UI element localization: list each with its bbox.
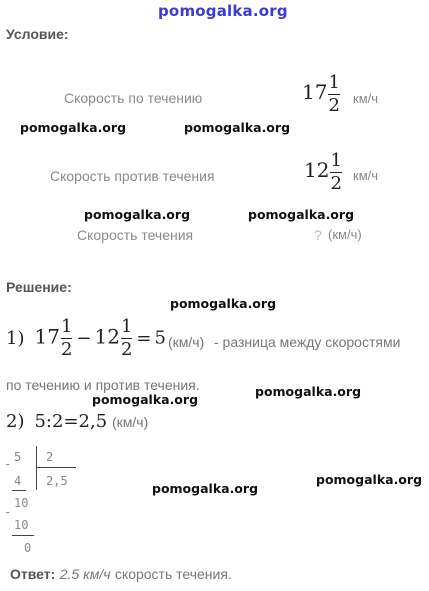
answer-rest: скорость течения. (114, 566, 232, 582)
condition-heading: Условие: (6, 26, 69, 42)
watermark: pomogalka.org (316, 472, 423, 487)
step-1-text: - разница между скоростями (214, 334, 401, 350)
unit: км/ч (353, 91, 379, 106)
step-1-text-continued: по течению и против течения. (6, 377, 200, 393)
speed-upstream-value (304, 152, 343, 193)
minus-sign: − (76, 327, 92, 349)
speed-upstream-label: Скорость против течения (50, 168, 215, 184)
fraction (120, 318, 133, 359)
denominator: 2 (60, 339, 73, 360)
numerator: 1 (330, 150, 342, 171)
fraction (60, 318, 73, 359)
whole-part: 17 (34, 324, 60, 349)
whole-part: 17 (302, 80, 328, 104)
watermark: pomogalka.org (152, 481, 259, 496)
subtrahend-2: 10 (14, 518, 29, 532)
step-1-unit: (км/ч) (168, 334, 205, 350)
division-horizontal-line (36, 467, 76, 468)
unit: км/ч (353, 168, 379, 183)
watermark: pomogalka.org (20, 120, 127, 135)
step-1-equation (6, 318, 166, 359)
divisor: 2 (46, 450, 54, 464)
watermark: pomogalka.org (170, 296, 277, 311)
answer-label: Ответ: (10, 566, 56, 582)
step-index: 1) (6, 327, 25, 349)
watermark: pomogalka.org (84, 207, 191, 222)
watermark: pomogalka.org (92, 392, 199, 407)
numerator: 1 (60, 316, 73, 337)
division-vertical-line (36, 446, 37, 490)
denominator: 2 (328, 95, 340, 116)
answer-line (10, 566, 232, 584)
answer-value: 2.5 км/ч (59, 566, 111, 582)
final-remainder: 0 (24, 541, 32, 555)
step-2-equation (6, 411, 107, 432)
result: 5 (154, 327, 166, 349)
whole-part: 12 (304, 158, 330, 182)
watermark: pomogalka.org (248, 207, 355, 222)
watermark-top: pomogalka.org (158, 2, 288, 20)
denominator: 2 (120, 339, 133, 360)
minus-sign: - (4, 505, 12, 519)
subtraction-line (12, 490, 26, 491)
subtraction-line (12, 535, 34, 536)
minus-sign: - (4, 457, 12, 471)
numerator: 1 (328, 72, 340, 93)
current-speed-label: Скорость течения (77, 227, 194, 243)
speed-downstream-label: Скорость по течению (64, 90, 203, 106)
dividend: 5 (14, 450, 22, 464)
numerator: 1 (120, 316, 133, 337)
fraction (327, 74, 340, 115)
remainder: 10 (14, 496, 29, 510)
speed-downstream-value (302, 74, 341, 115)
fraction (329, 152, 342, 193)
unit: (км/ч) (328, 227, 362, 242)
equals-sign: = (136, 327, 152, 349)
current-speed-unknown: ? (314, 227, 322, 243)
solution-heading: Решение: (6, 279, 72, 295)
watermark: pomogalka.org (255, 384, 362, 399)
expression: 5:2=2,5 (34, 411, 108, 432)
watermark: pomogalka.org (184, 120, 291, 135)
step-2-unit: (км/ч) (112, 414, 149, 430)
subtrahend-1: 4 (14, 474, 22, 488)
step-index: 2) (6, 411, 25, 432)
denominator: 2 (330, 173, 342, 194)
whole-part: 12 (94, 324, 120, 349)
quotient: 2,5 (46, 474, 68, 488)
